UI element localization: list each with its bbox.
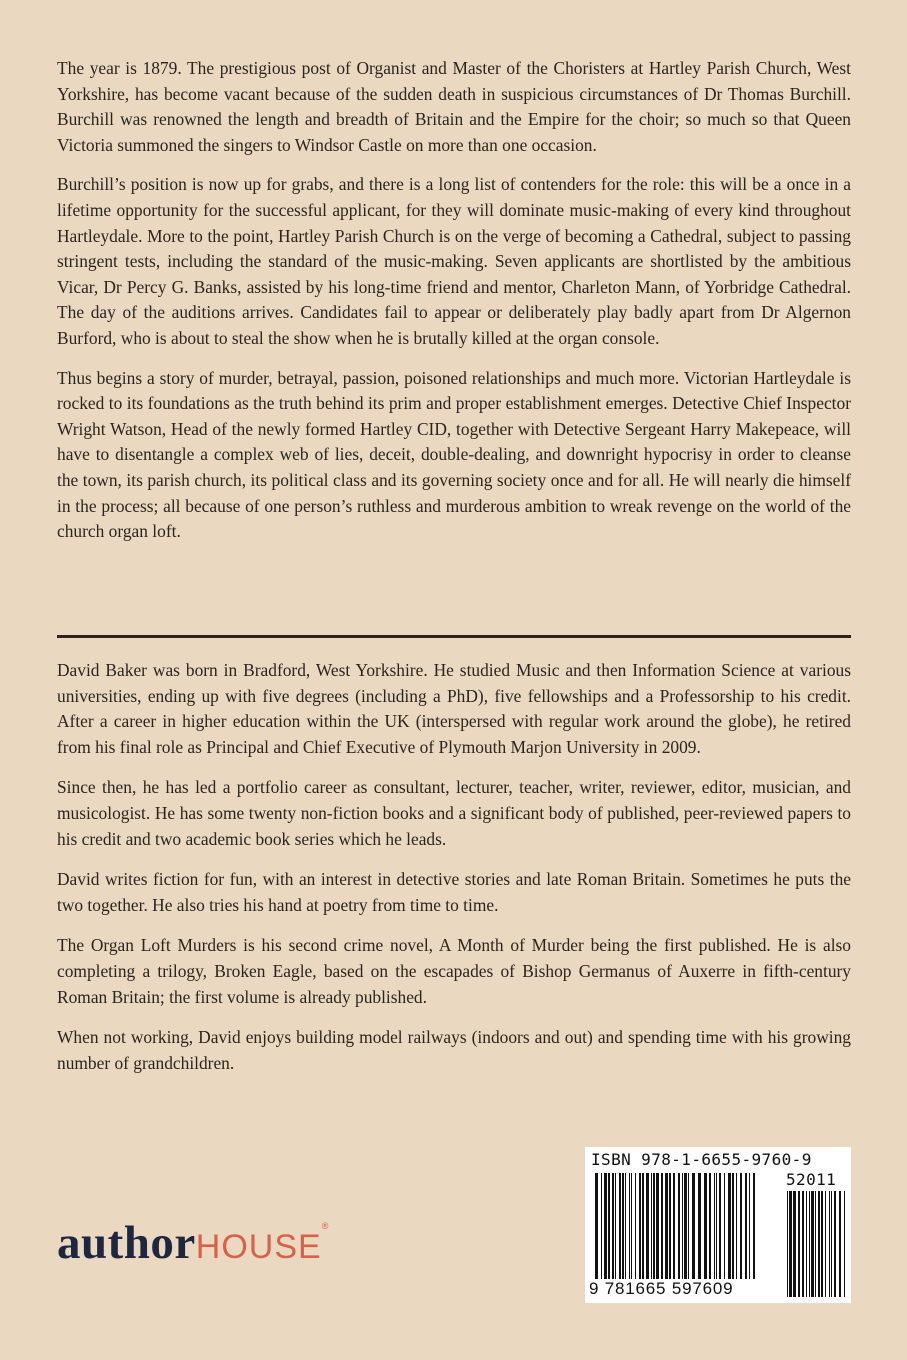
bio-paragraph-5: When not working, David enjoys building model railways (indoors and out) and spending time with his growing number of grandchildren.: [57, 1027, 851, 1073]
isbn-label: ISBN 978-1-6655-9760-9: [591, 1150, 812, 1169]
price-code: 52011: [786, 1170, 837, 1189]
author-bio-section: [57, 658, 851, 1076]
synopsis-section: [57, 56, 851, 545]
logo-house-text: HOUSE: [195, 1228, 322, 1266]
bio-paragraph-1: David Baker was born in Bradford, West Yorkshire. He studied Music and then Information Science at various universities, ending up with five degrees (including a PhD), five fellowships and a Professorship to his credit. After a career in higher education within the UK (interspersed with regular work around the globe), he retired from his final role as Principal and Chief Executive of Plymouth Marjon University in 2009.: [57, 660, 851, 757]
bio-paragraph-3: David writes fiction for fun, with an interest in detective stories and late Roman Britain. Sometimes he puts the two together. He also tries his hand at poetry from time to time.: [57, 869, 851, 915]
registered-mark: ®: [321, 1221, 329, 1231]
publisher-logo: [57, 1217, 329, 1269]
section-divider: [57, 635, 851, 638]
bio-paragraph-2: Since then, he has led a portfolio career as consultant, lecturer, teacher, writer, reviewer, editor, musician, and musicologist. He has some twenty non-fiction books and a significant body of published, peer-reviewed papers to his credit and two academic book series which he leads.: [57, 777, 851, 849]
synopsis-paragraph-1: The year is 1879. The prestigious post of Organist and Master of the Choristers at Hartley Parish Church, West Yorkshire, has become vacant because of the sudden death in suspicious circumstances of Dr Thomas Burchill. Burchill was renowned the length and breadth of Britain and the Empire for the choir; so much so that Queen Victoria summoned the singers to Windsor Castle on more than one occasion.: [57, 58, 851, 155]
logo-author-text: author: [57, 1217, 196, 1269]
synopsis-paragraph-2: Burchill’s position is now up for grabs, and there is a long list of contenders for the role: this will be a once in a lifetime opportunity for the successful applicant, for they will dominate music-making of every kind throughout Hartleydale. More to the point, Hartley Parish Church is on the verge of becoming a Cathedral, subject to passing stringent tests, including the standard of the music-making. Seven applicants are shortlisted by the ambitious Vicar, Dr Percy G. Banks, assisted by his long-time friend and mentor, Charleton Mann, of Yorbridge Cathedral. The day of the auditions arrives. Candidates fail to appear or deliberately play badly apart from Dr Algernon Burford, who is about to steal the show when he is brutally killed at the organ console.: [57, 174, 851, 348]
barcode-addon-bars: [787, 1191, 845, 1297]
isbn-barcode: [585, 1147, 851, 1303]
barcode-digits: 9 781665 597609: [589, 1279, 734, 1298]
bio-paragraph-4: The Organ Loft Murders is his second crime novel, A Month of Murder being the first published. He is also completing a trilogy, Broken Eagle, based on the escapades of Bishop Germanus of Auxerre in fifth-century Roman Britain; the first volume is already published.: [57, 935, 851, 1007]
barcode-main-bars: [595, 1173, 755, 1279]
synopsis-paragraph-3: Thus begins a story of murder, betrayal, passion, poisoned relationships and much more. Victorian Hartleydale is rocked to its foundations as the truth behind its prim and proper establishment emerges. Detective Chief Inspector Wright Watson, Head of the newly formed Hartley CID, together with Detective Sergeant Harry Makepeace, will have to disentangle a complex web of lies, deceit, double-dealing, and downright hypocrisy in order to cleanse the town, its parish church, its political class and its governing society once and for all. He will nearly die himself in the process; all because of one person’s ruthless and murderous ambition to wreak revenge on the world of the church organ loft.: [57, 367, 851, 542]
